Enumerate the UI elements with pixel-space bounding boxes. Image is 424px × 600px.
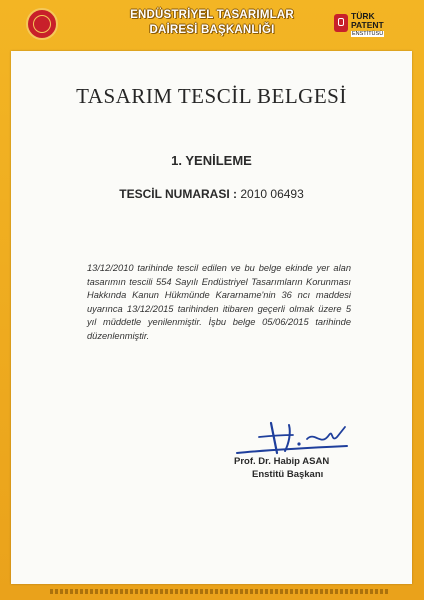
institution-line-2: DAİRESİ BAŞKANLIĞI xyxy=(149,24,275,36)
logo-line-2: PATENT xyxy=(351,20,384,30)
signatory-title: Enstitü Başkanı xyxy=(252,469,324,480)
signatory-name: Prof. Dr. Habip ASAN xyxy=(234,456,330,467)
footer-band xyxy=(0,584,424,600)
footer-address-text xyxy=(50,589,390,594)
logo-wordmark xyxy=(351,12,384,30)
signatory-block xyxy=(234,455,384,481)
turk-patent-logo-icon xyxy=(334,11,406,41)
certificate-sheet xyxy=(11,51,412,584)
logo-line-3: ENSTİTÜSÜ xyxy=(352,31,384,37)
logo-line-1: TÜRK xyxy=(351,11,375,21)
document-title: TASARIM TESCİL BELGESİ xyxy=(76,84,347,108)
registration-number: 2010 06493 xyxy=(240,187,304,201)
handwritten-signature xyxy=(235,417,353,459)
renewal-heading: 1. YENİLEME xyxy=(171,153,252,168)
header-band xyxy=(0,0,424,50)
logo-mark-icon xyxy=(334,14,348,32)
registration-label: TESCİL NUMARASI : xyxy=(119,187,238,201)
certificate-body-text: 13/12/2010 tarihinde tescil edilen ve bu belge ekinde yer alan tasarımın tescili 554 Sayılı Endüstriyel Tasarımların Korunması Hakkında Kanun Hükmünde Kararname'nin 36 ncı maddesi uyarınca 13/12/2015 tarihinden itibaren geçerli olmak üzere 5 yıl müddetle yenilenmiştir. İşbu belge 05/06/2015 tarihinde düzenlenmiştir. xyxy=(87,263,351,341)
institution-line-1: ENDÜSTRİYEL TASARIMLAR xyxy=(130,9,294,21)
registration-line xyxy=(11,187,412,201)
